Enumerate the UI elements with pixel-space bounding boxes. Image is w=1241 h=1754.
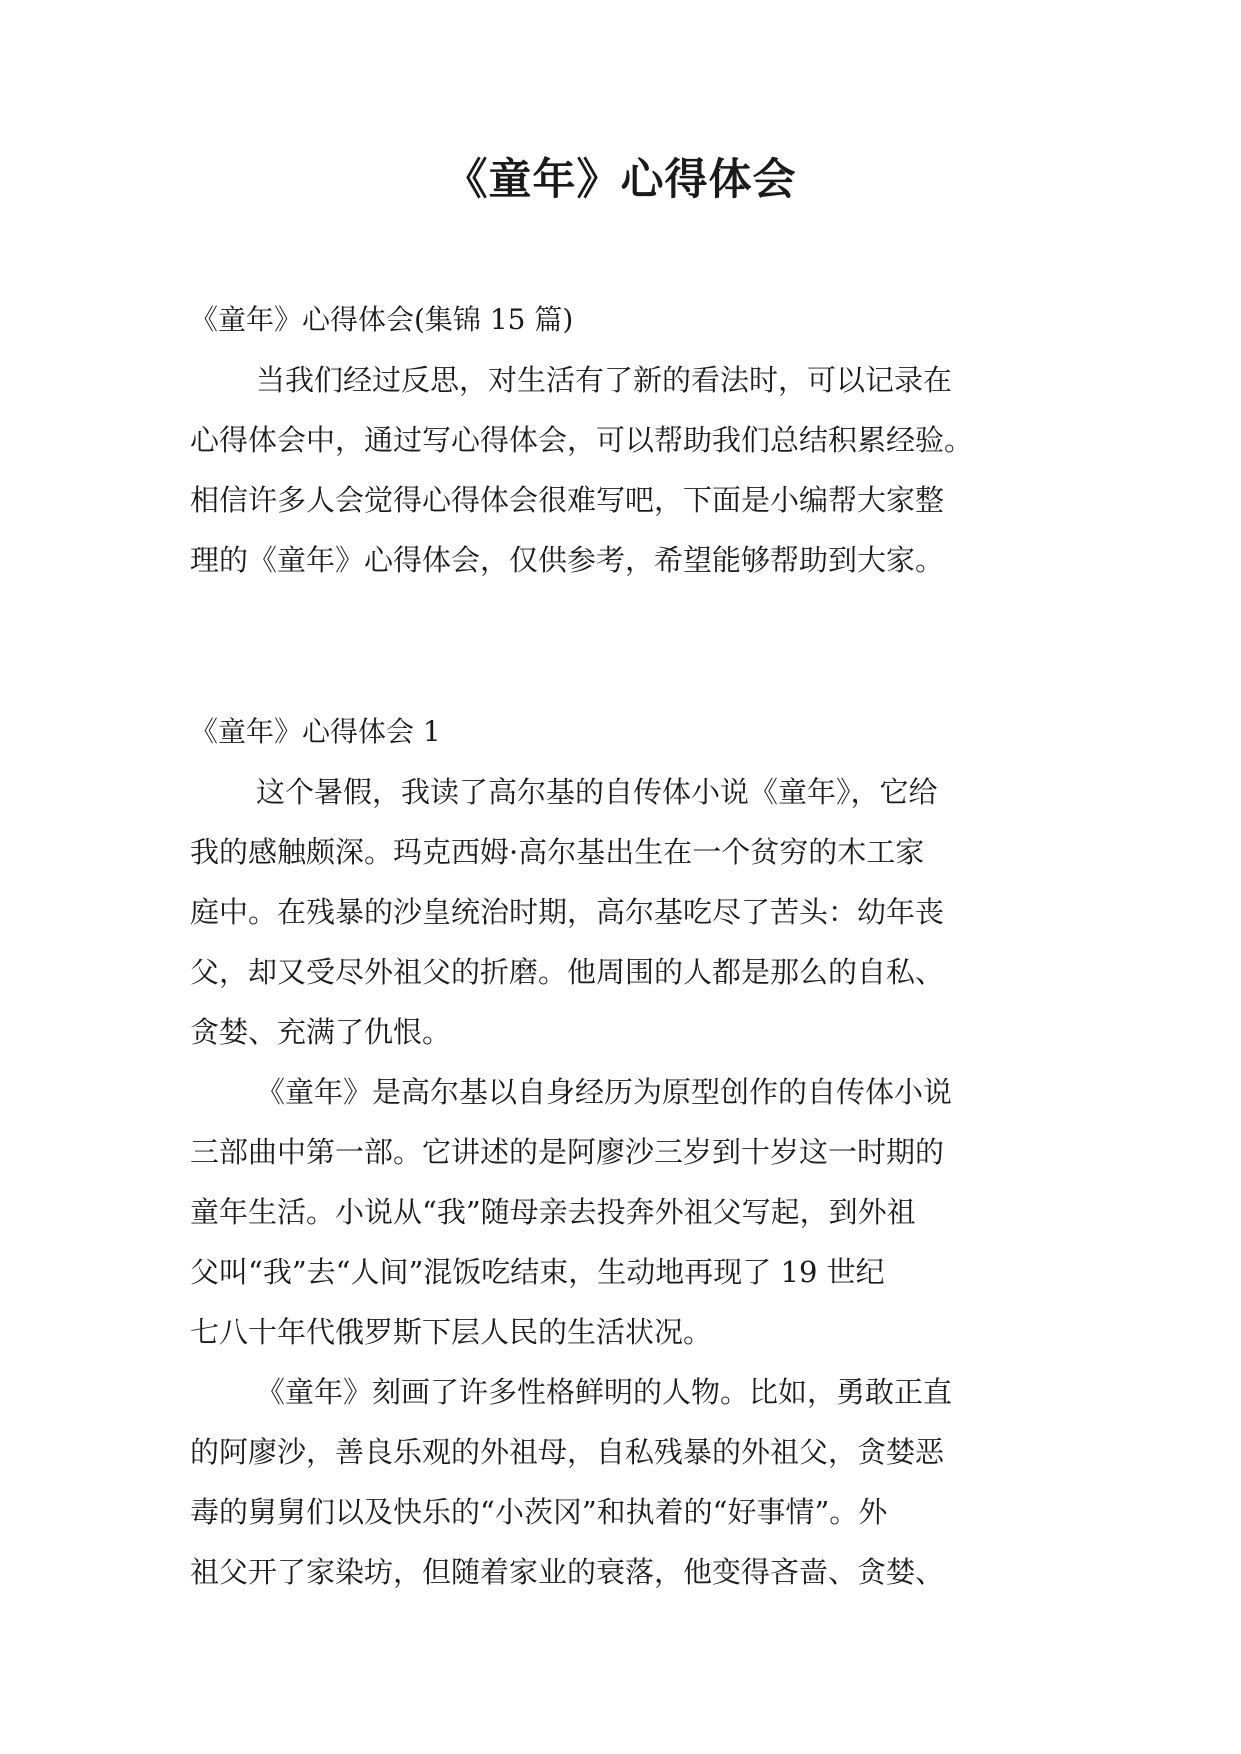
paragraph1-line: 父，却又受尽外祖父的折磨。他周围的人都是那么的自私、: [190, 955, 945, 989]
paragraph3-line: 祖父开了家染坊，但随着家业的衰落，他变得吝啬、贪婪、: [190, 1555, 945, 1589]
intro-line: 心得体会中，通过写心得体会，可以帮助我们总结积累经验。: [190, 423, 974, 457]
intro-heading: 《童年》心得体会(集锦 15 篇): [190, 303, 574, 336]
section1-heading: 《童年》心得体会 1: [190, 715, 441, 748]
paragraph1-line: 庭中。在残暴的沙皇统治时期，高尔基吃尽了苦头：幼年丧: [190, 895, 945, 929]
paragraph1-line: 我的感触颇深。玛克西姆·高尔基出生在一个贫穷的木工家: [190, 835, 925, 869]
paragraph2-line: 七八十年代俄罗斯下层人民的生活状况。: [190, 1315, 713, 1349]
paragraph2-line: 童年生活。小说从“我”随母亲去投奔外祖父写起，到外祖: [190, 1195, 916, 1229]
paragraph2-line: 三部曲中第一部。它讲述的是阿廖沙三岁到十岁这一时期的: [190, 1135, 945, 1169]
section-spacer: [190, 590, 1070, 702]
paragraph3-line: 毒的舅舅们以及快乐的“小茨冈”和执着的“好事情”。外: [190, 1495, 888, 1529]
paragraph2-line: 父叫“我”去“人间”混饭吃结束，生动地再现了 19 世纪: [190, 1255, 885, 1289]
paragraph2-line: 《童年》是高尔基以自身经历为原型创作的自传体小说: [256, 1075, 953, 1109]
paragraph3-line: 的阿廖沙，善良乐观的外祖母，自私残暴的外祖父，贪婪恶: [190, 1435, 945, 1469]
intro-line: 理的《童年》心得体会，仅供参考，希望能够帮助到大家。: [190, 543, 945, 577]
document-title: 《童年》心得体会: [444, 155, 797, 205]
paragraph3-line: 《童年》刻画了许多性格鲜明的人物。比如，勇敢正直: [256, 1375, 953, 1409]
paragraph1-line: 这个暑假，我读了高尔基的自传体小说《童年》，它给: [256, 775, 938, 809]
intro-line: 当我们经过反思，对生活有了新的看法时，可以记录在: [256, 363, 953, 397]
document-body: [190, 290, 1070, 1602]
paragraph1-line: 贪婪、充满了仇恨。: [190, 1015, 452, 1049]
intro-line: 相信许多人会觉得心得体会很难写吧，下面是小编帮大家整: [190, 483, 945, 517]
